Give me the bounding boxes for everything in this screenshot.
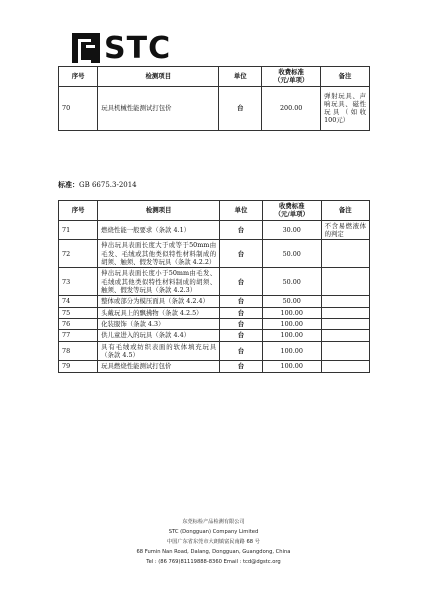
row-no: 78 bbox=[59, 341, 98, 361]
header-note: 备注 bbox=[321, 67, 370, 87]
header-item: 检测项目 bbox=[98, 201, 220, 221]
row-unit: 台 bbox=[219, 86, 262, 130]
footer-company-en: STC (Dongguan) Company Limited bbox=[168, 529, 259, 535]
row-fee: 100.00 bbox=[262, 318, 321, 329]
row-item: 头戴玩具上的飘拂物（条款 4.2.5） bbox=[98, 307, 220, 318]
row-no: 74 bbox=[59, 296, 98, 307]
row-note bbox=[321, 330, 369, 341]
row-fee: 30.00 bbox=[262, 220, 321, 240]
row-note bbox=[321, 240, 369, 268]
row-no: 76 bbox=[59, 318, 98, 329]
standard-label: 标准： bbox=[58, 181, 79, 189]
row-note bbox=[321, 268, 369, 296]
row-no: 70 bbox=[59, 86, 98, 130]
table-row bbox=[59, 296, 370, 307]
row-no: 75 bbox=[59, 307, 98, 318]
row-unit: 台 bbox=[220, 330, 263, 341]
row-fee: 100.00 bbox=[262, 361, 321, 372]
row-note bbox=[321, 361, 369, 372]
logo-mark-icon bbox=[72, 33, 100, 63]
header-no: 序号 bbox=[59, 67, 98, 87]
row-fee: 50.00 bbox=[262, 296, 321, 307]
header-item: 检测项目 bbox=[98, 67, 219, 87]
row-item: 伸出玩具表面长度大于或等于50mm由毛发、毛绒或其他类似特性材料制成的胡须、触须、假发等玩具（条款 4.2.2） bbox=[98, 240, 220, 268]
row-item: 供儿童进入的玩具（条款 4.4） bbox=[98, 330, 220, 341]
table-row bbox=[59, 220, 370, 240]
row-no: 73 bbox=[59, 268, 98, 296]
row-item: 化装服饰（条款 4.3） bbox=[98, 318, 220, 329]
row-unit: 台 bbox=[220, 268, 263, 296]
table-row bbox=[59, 268, 370, 296]
footer-address-cn: 中国广东省东莞市大朗镇富民南路 68 号 bbox=[167, 539, 260, 545]
standard-code: GB 6675.3-2014 bbox=[79, 181, 137, 189]
row-fee: 50.00 bbox=[262, 240, 321, 268]
row-unit: 台 bbox=[220, 220, 263, 240]
row-item: 伸出玩具表面长度小于50mm由毛发、毛绒或其他类似特性材料制成的胡须、触须、假发等玩具（条款 4.2.3） bbox=[98, 268, 220, 296]
header-fee: 收费标准 （元/单项） bbox=[262, 67, 321, 87]
row-no: 77 bbox=[59, 330, 98, 341]
footer-contact: Tel : (86 769)81119888-8360 Email : tcd@dgstc.org bbox=[146, 559, 281, 565]
row-note bbox=[321, 307, 369, 318]
row-no: 72 bbox=[59, 240, 98, 268]
row-no: 71 bbox=[59, 220, 98, 240]
row-unit: 台 bbox=[220, 307, 263, 318]
table-row bbox=[59, 361, 370, 372]
row-note bbox=[321, 296, 369, 307]
page-footer bbox=[0, 517, 427, 567]
header-unit: 单位 bbox=[219, 67, 262, 87]
table-row bbox=[59, 307, 370, 318]
fee-table-1 bbox=[58, 66, 370, 131]
footer-company-cn: 东莞标检产品检测有限公司 bbox=[182, 519, 245, 525]
company-logo bbox=[72, 32, 171, 64]
header-fee: 收费标准 （元/单项） bbox=[262, 201, 321, 221]
standard-line bbox=[58, 180, 137, 190]
header-no: 序号 bbox=[59, 201, 98, 221]
row-no: 79 bbox=[59, 361, 98, 372]
row-note: 弹射玩具、声响玩具、磁性玩具（如收100元） bbox=[321, 86, 370, 130]
row-fee: 100.00 bbox=[262, 341, 321, 361]
row-item: 具有毛绒或纺织表面的软体填充玩具（条款 4.5） bbox=[98, 341, 220, 361]
row-item: 整体或部分为模压面具（条款 4.2.4） bbox=[98, 296, 220, 307]
table-header-row bbox=[59, 67, 370, 87]
fee-table-2 bbox=[58, 200, 370, 373]
row-fee: 100.00 bbox=[262, 330, 321, 341]
row-item: 燃烧性能一般要求（条款 4.1） bbox=[98, 220, 220, 240]
row-unit: 台 bbox=[220, 296, 263, 307]
row-fee: 200.00 bbox=[262, 86, 321, 130]
row-note: 不含易燃液体的判定 bbox=[321, 220, 369, 240]
table-row bbox=[59, 330, 370, 341]
table-row bbox=[59, 318, 370, 329]
row-note bbox=[321, 341, 369, 361]
table-row bbox=[59, 86, 370, 130]
row-unit: 台 bbox=[220, 341, 263, 361]
row-unit: 台 bbox=[220, 318, 263, 329]
row-item: 玩具机械性能测试打包价 bbox=[98, 86, 219, 130]
header-note: 备注 bbox=[321, 201, 369, 221]
logo-text: STC bbox=[104, 30, 172, 66]
table-row bbox=[59, 240, 370, 268]
row-fee: 50.00 bbox=[262, 268, 321, 296]
table-header-row bbox=[59, 201, 370, 221]
row-unit: 台 bbox=[220, 361, 263, 372]
table-row bbox=[59, 341, 370, 361]
header-unit: 单位 bbox=[220, 201, 263, 221]
row-note bbox=[321, 318, 369, 329]
row-fee: 100.00 bbox=[262, 307, 321, 318]
row-item: 玩具燃烧性能测试打包价 bbox=[98, 361, 220, 372]
footer-address-en: 68 Fumin Nan Road, Dalang, Dongguan, Guangdong, China bbox=[136, 549, 291, 555]
row-unit: 台 bbox=[220, 240, 263, 268]
